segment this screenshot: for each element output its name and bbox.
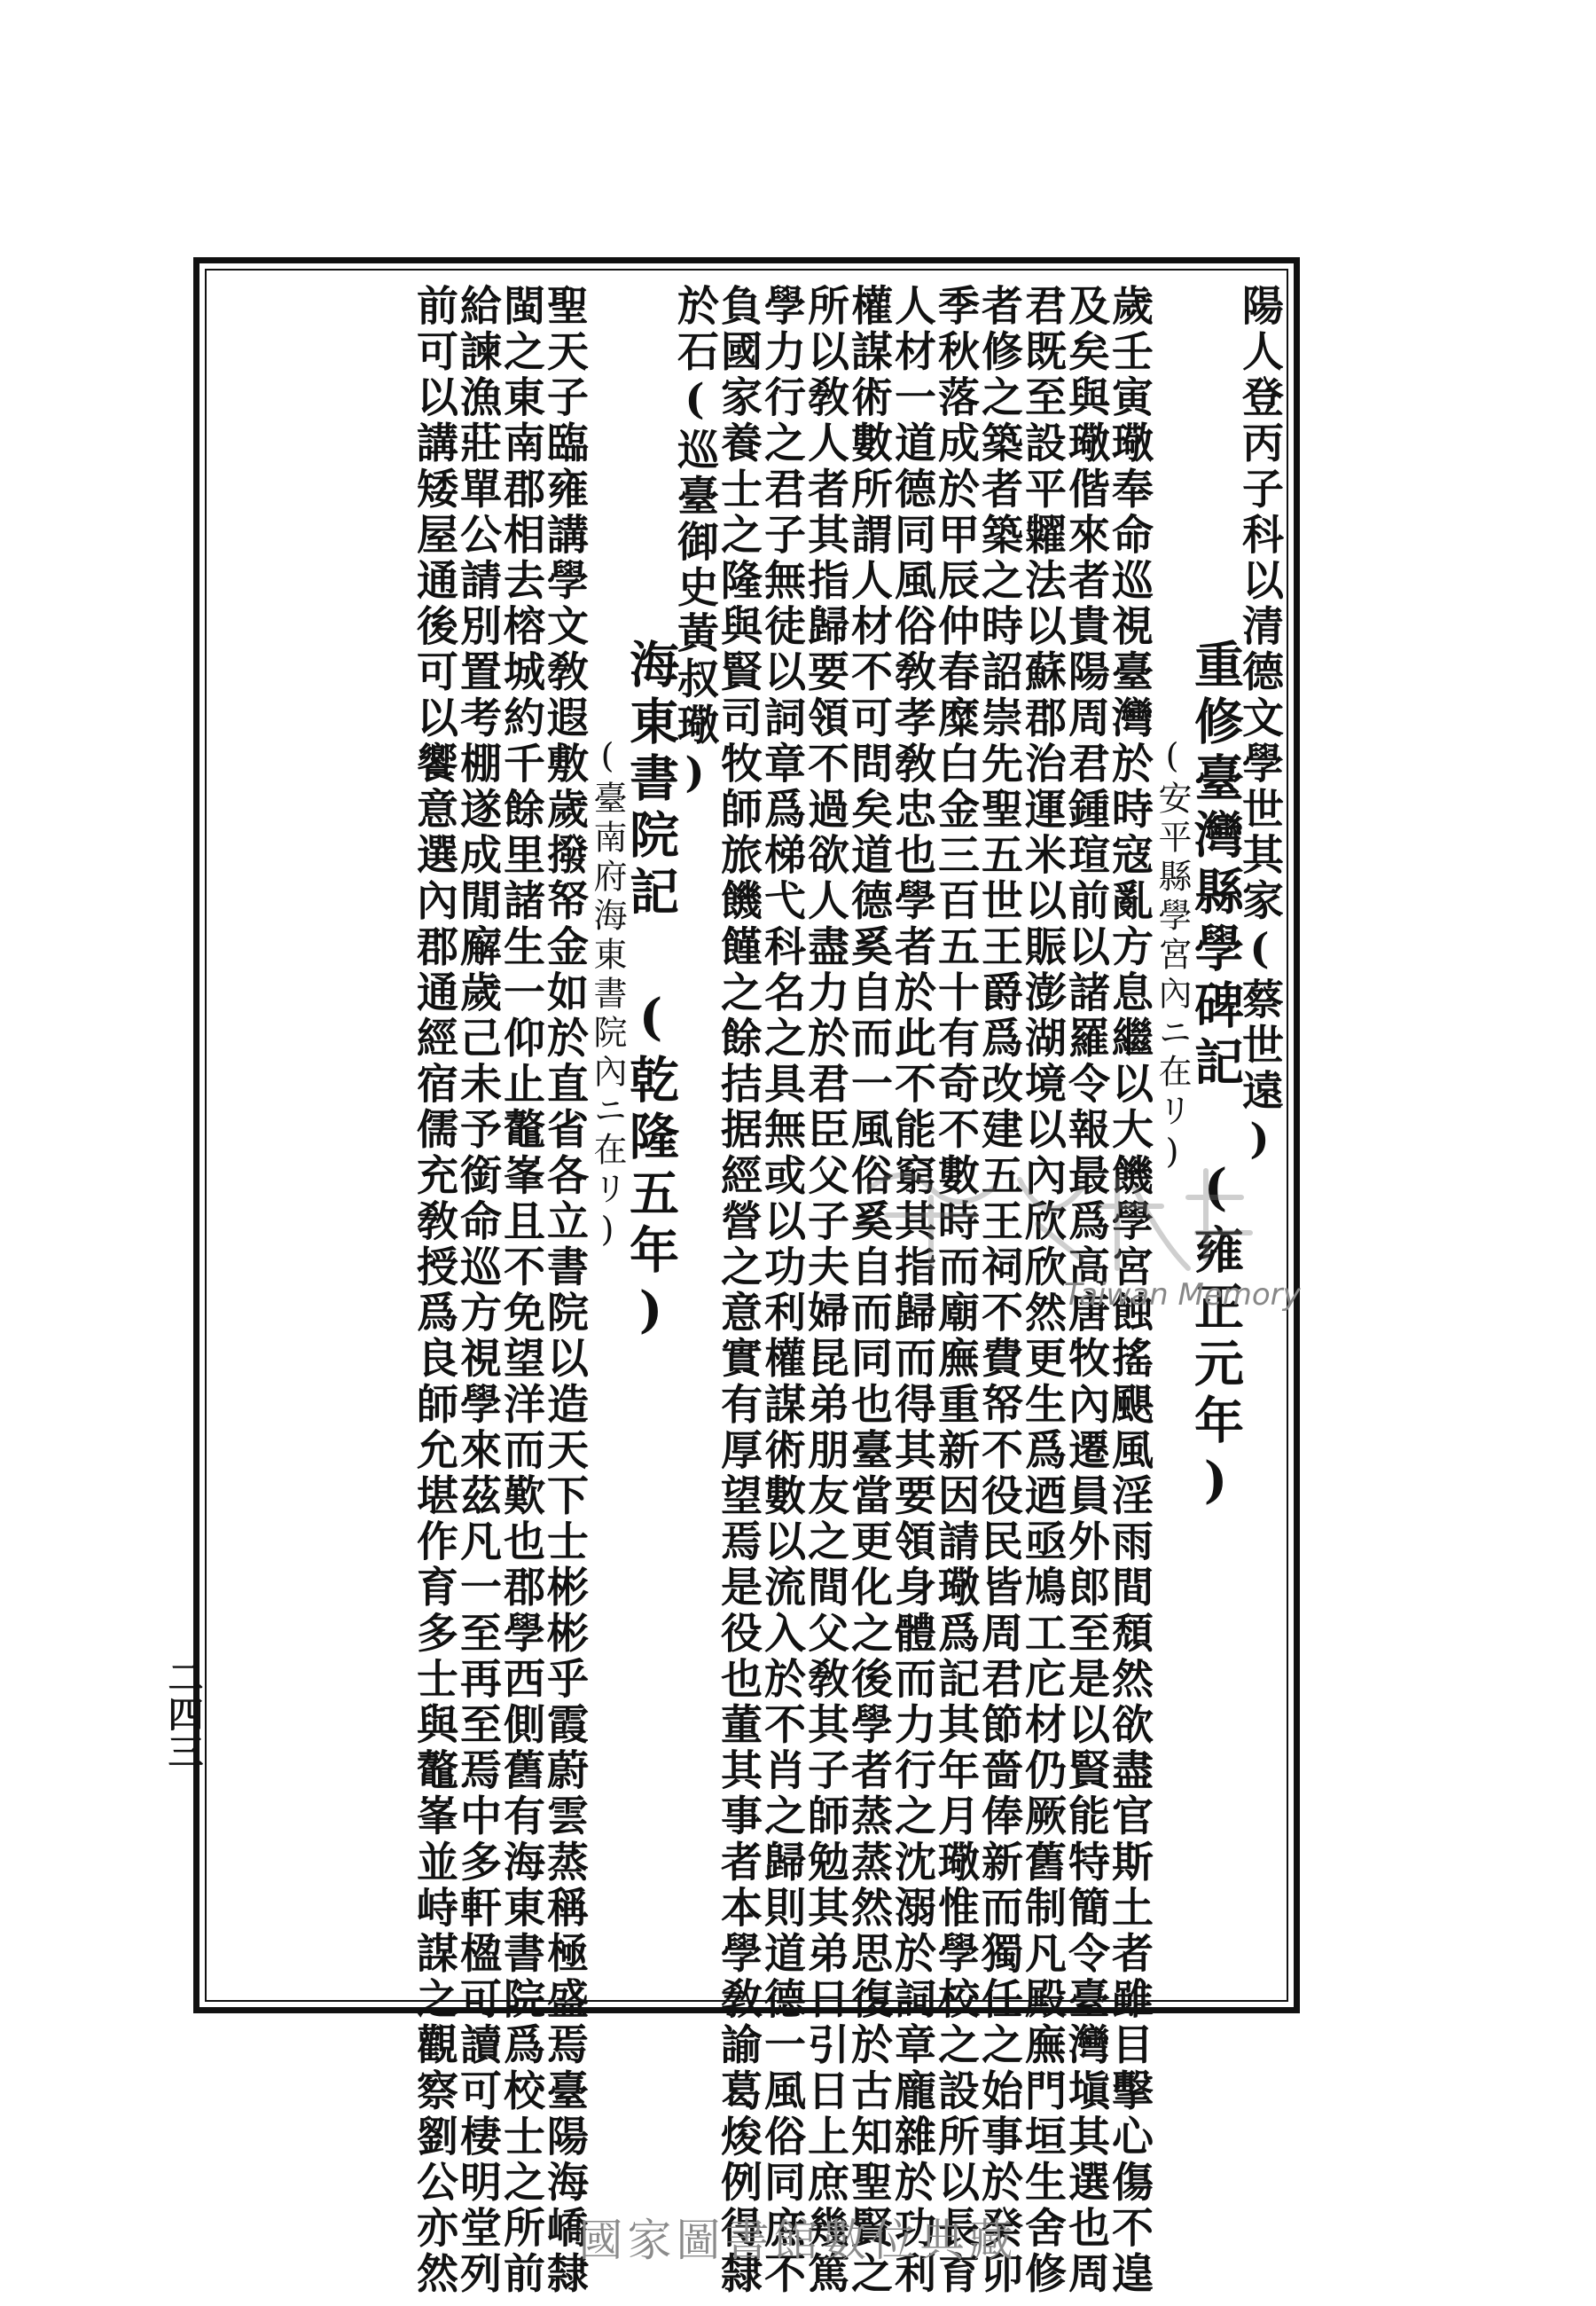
section-title: 海東書院記 (乾隆五年) bbox=[622, 639, 680, 1346]
text-column: 閩之東南郡相去榕城約千餘里諸生一仰止鼇峯且不免望洋而歎也郡學西側舊有海東書院爲校士之所前 bbox=[497, 284, 545, 2298]
text-column: 歲壬寅璥奉命巡視臺灣於時寇亂方息繼以大饑學宮蝕搖颶風淫雨間頹然欲盡官斯土者雖目擊心傷不遑 bbox=[1105, 284, 1154, 2298]
text-column: 君既至設平糶法以蘇郡治運米以賑澎湖境以內欣欣然更生爲迺亟鳩工庀材仍厥舊制凡殿廡門垣生舍修 bbox=[1018, 284, 1067, 2298]
text-column: 給諫漁莊單公請別置考棚遂成閒廨歲己未予銜命巡方視學來茲凡一至再至焉中多軒楹可讀可棲明堂列 bbox=[453, 284, 502, 2298]
text-column: 人材一道德同風俗敎孝敎忠也學者於此不能窮其指歸而得其要領身體而力行之沈溺於詞章龐雜於功利 bbox=[888, 284, 936, 2298]
archive-footer: 國家圖書館數位典藏 bbox=[578, 2215, 1018, 2266]
text-column: 學力行之君子無徒以詞章爲梯弋科名之具無或以功利權謀術數以流入於不肖之歸則道德一風俗同庶不 bbox=[757, 284, 806, 2298]
section-location-note: (安平縣學宮內ニ在リ) bbox=[1153, 736, 1192, 1176]
text-column: 於石(巡臺御史黃叔璥) bbox=[670, 284, 719, 802]
text-column: 權謀術數所謂人材不可問矣道德奚自而一風俗奚自而同也臺當更化之後學者蒸蒸然思復於古知聖賢之 bbox=[844, 284, 893, 2298]
section-location-note: (臺南府海東書院內ニ在リ) bbox=[588, 736, 627, 1254]
text-column: 聖天子臨雍講學文敎遐敷歲撥帑金如於直省各立書院以造天下士彬彬乎霞蔚雲蒸稱極盛焉臺陽海嶠隸 bbox=[540, 284, 589, 2298]
text-column: 者修之築者築之時詔崇先聖五世王爵爲改建五王祠不費帑不役民皆周君節嗇俸新而獨任之始事於癸卯 bbox=[974, 284, 1023, 2298]
text-column: 前可以講矮屋通後可以饗意選內郡通經宿儒充敎授爲良師允堪作育多士與鼇峯並峙謀之觀察劉公亦然 bbox=[410, 284, 458, 2298]
section-title: 重修臺灣縣學碑記 (雍正元年) bbox=[1186, 639, 1245, 1517]
watermark-logo bbox=[851, 1153, 1259, 1286]
text-column: 所以敎人者其指歸要領不過欲人盡力於君臣父子夫婦昆弟朋友之間父敎其子師勉其弟日引日上庶幾篤 bbox=[801, 284, 849, 2298]
text-column: 季秋落成於甲辰仲春糜白金三百五十有奇不數時而廟廡重新因請璥爲記其年月璥惟學校之設所以長育 bbox=[931, 284, 980, 2298]
watermark-text: Taiwan Memory bbox=[1064, 1277, 1301, 1313]
text-column: 及矣與璥偕來者貴陽周君鍾瑄前以諸羅令報最爲高唐牧內遷員外郎至是以賢能特簡令臺灣塡其選也周 bbox=[1061, 284, 1110, 2298]
text-column: 負國家養士之隆與賢司牧師旅饑饉之餘拮据經營之意實有厚望焉是役也董其事者本學敎諭葛焌例得隸 bbox=[714, 284, 763, 2298]
text-column: 陽人登丙子科以清德文學世其家(蔡世遠) bbox=[1235, 284, 1284, 1168]
page-number: 二四三 bbox=[162, 1659, 204, 1770]
